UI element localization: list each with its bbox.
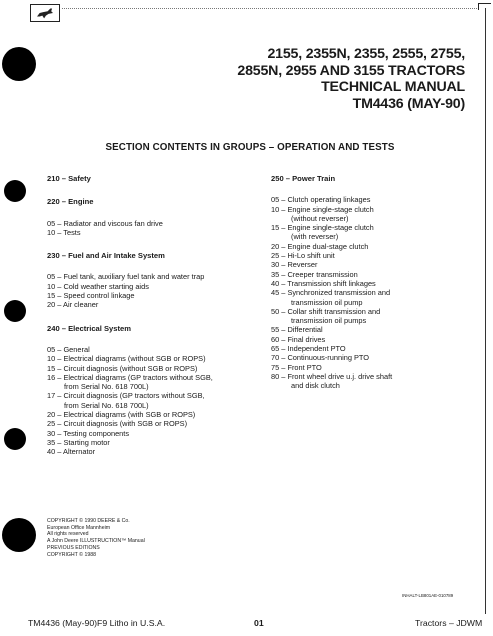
contents-item-continuation: transmission oil pumps	[291, 316, 367, 326]
contents-group	[47, 197, 247, 237]
contents-item: 75 – Front PTO	[271, 362, 322, 372]
contents-item: 65 – Independent PTO	[271, 344, 346, 354]
copyright-notice	[47, 518, 145, 558]
copyright-line: COPYRIGHT © 1988	[47, 551, 96, 558]
group-heading: 210 – Safety	[47, 174, 91, 183]
title-line: 2855N, 2955 AND 3155 TRACTORS	[237, 62, 465, 79]
right-page-border	[485, 8, 486, 614]
contents-item: 05 – Fuel tank, auxiliary fuel tank and water trap	[47, 272, 205, 282]
contents-item: 10 – Cold weather starting aids	[47, 281, 149, 291]
contents-item: 15 – Speed control linkage	[47, 291, 135, 301]
contents-item: 20 – Engine dual-stage clutch	[271, 241, 369, 251]
contents-group	[47, 174, 247, 183]
contents-group	[271, 174, 471, 391]
contents-item: 35 – Creeper transmission	[271, 269, 358, 279]
copyright-line: A John Deere ILLUSTRUCTION™ Manual	[47, 538, 145, 545]
document-code: INHALT-LB801AE-010789	[402, 593, 454, 598]
footer-page-number: 01	[254, 618, 264, 628]
contents-item: 40 – Transmission shift linkages	[271, 278, 376, 288]
left-contents-column	[47, 174, 247, 471]
group-heading: 220 – Engine	[47, 197, 94, 207]
contents-item: 30 – Testing components	[47, 428, 130, 438]
contents-item: 17 – Circuit diagnosis (GP tractors without SGB,	[47, 391, 205, 401]
contents-item: 35 – Starting motor	[47, 437, 110, 447]
manual-title	[145, 46, 465, 112]
contents-item: 16 – Electrical diagrams (GP tractors without SGB,	[47, 372, 213, 382]
contents-group	[47, 324, 247, 457]
contents-item: 30 – Reverser	[271, 260, 318, 270]
contents-item-continuation: (with reverser)	[291, 232, 339, 242]
title-line: TM4436 (MAY-90)	[352, 95, 465, 112]
contents-item: 25 – Circuit diagnosis (with SGB or ROPS)	[47, 419, 188, 429]
contents-item: 15 – Engine single-stage clutch	[271, 223, 374, 233]
contents-item: 80 – Front wheel drive u.j. drive shaft	[271, 371, 393, 381]
group-heading: 240 – Electrical System	[47, 323, 132, 333]
binder-hole	[2, 47, 36, 81]
contents-item-continuation: from Serial No. 618 700L)	[64, 382, 149, 392]
contents-group	[47, 251, 247, 309]
contents-item: 25 – Hi-Lo shift unit	[271, 251, 335, 261]
contents-item: 45 – Synchronized transmission and	[271, 288, 391, 298]
copyright-line: COPYRIGHT © 1990 DEERE & Co.	[47, 518, 130, 524]
contents-item: 05 – Radiator and viscous fan drive	[47, 218, 163, 228]
contents-item: 50 – Collar shift transmission and	[271, 306, 381, 316]
binder-hole	[4, 300, 26, 322]
contents-item: 10 – Tests	[47, 227, 81, 237]
contents-item: 05 – General	[47, 344, 90, 354]
contents-item: 20 – Electrical diagrams (with SGB or ROPS)	[47, 410, 196, 420]
contents-item-continuation: and disk clutch	[291, 381, 340, 391]
title-line: 2155, 2355N, 2355, 2555, 2755,	[267, 46, 465, 62]
copyright-line: All rights reserved	[47, 531, 89, 538]
contents-item: 70 – Continuous-running PTO	[271, 353, 370, 363]
contents-item: 05 – Clutch operating linkages	[271, 195, 371, 205]
contents-item: 15 – Circuit diagnosis (without SGB or ROPS)	[47, 363, 198, 373]
footer-manual-id: TM4436 (May-90)F9 Litho in U.S.A.	[28, 618, 166, 628]
deer-icon	[31, 5, 59, 21]
contents-item: 55 – Differential	[271, 325, 323, 335]
group-heading: 250 – Power Train	[271, 174, 336, 183]
contents-item: 40 – Alternator	[47, 447, 96, 457]
group-heading: 230 – Fuel and Air Intake System	[47, 251, 165, 261]
binder-hole	[4, 428, 26, 450]
title-line: TECHNICAL MANUAL	[321, 79, 465, 95]
contents-item-continuation: transmission oil pump	[291, 297, 363, 307]
john-deere-logo-icon	[30, 4, 60, 22]
copyright-line: European Office Mannheim	[47, 524, 111, 531]
binder-hole	[2, 518, 36, 552]
footer-product-line: Tractors – JDWM	[415, 618, 483, 628]
contents-item: 10 – Engine single-stage clutch	[271, 204, 374, 214]
binder-hole	[4, 180, 26, 202]
right-contents-column	[271, 174, 471, 405]
contents-item: 20 – Air cleaner	[47, 300, 99, 310]
top-dotted-rule	[62, 8, 477, 9]
contents-item: 10 – Electrical diagrams (without SGB or ROPS)	[47, 354, 206, 364]
contents-item: 60 – Final drives	[271, 334, 326, 344]
contents-item-continuation: from Serial No. 618 700L)	[64, 400, 149, 410]
copyright-line: PREVIOUS EDITIONS	[47, 544, 100, 551]
section-heading: SECTION CONTENTS IN GROUPS – OPERATION AND TESTS	[105, 142, 395, 153]
contents-item-continuation: (without reverser)	[291, 213, 349, 223]
